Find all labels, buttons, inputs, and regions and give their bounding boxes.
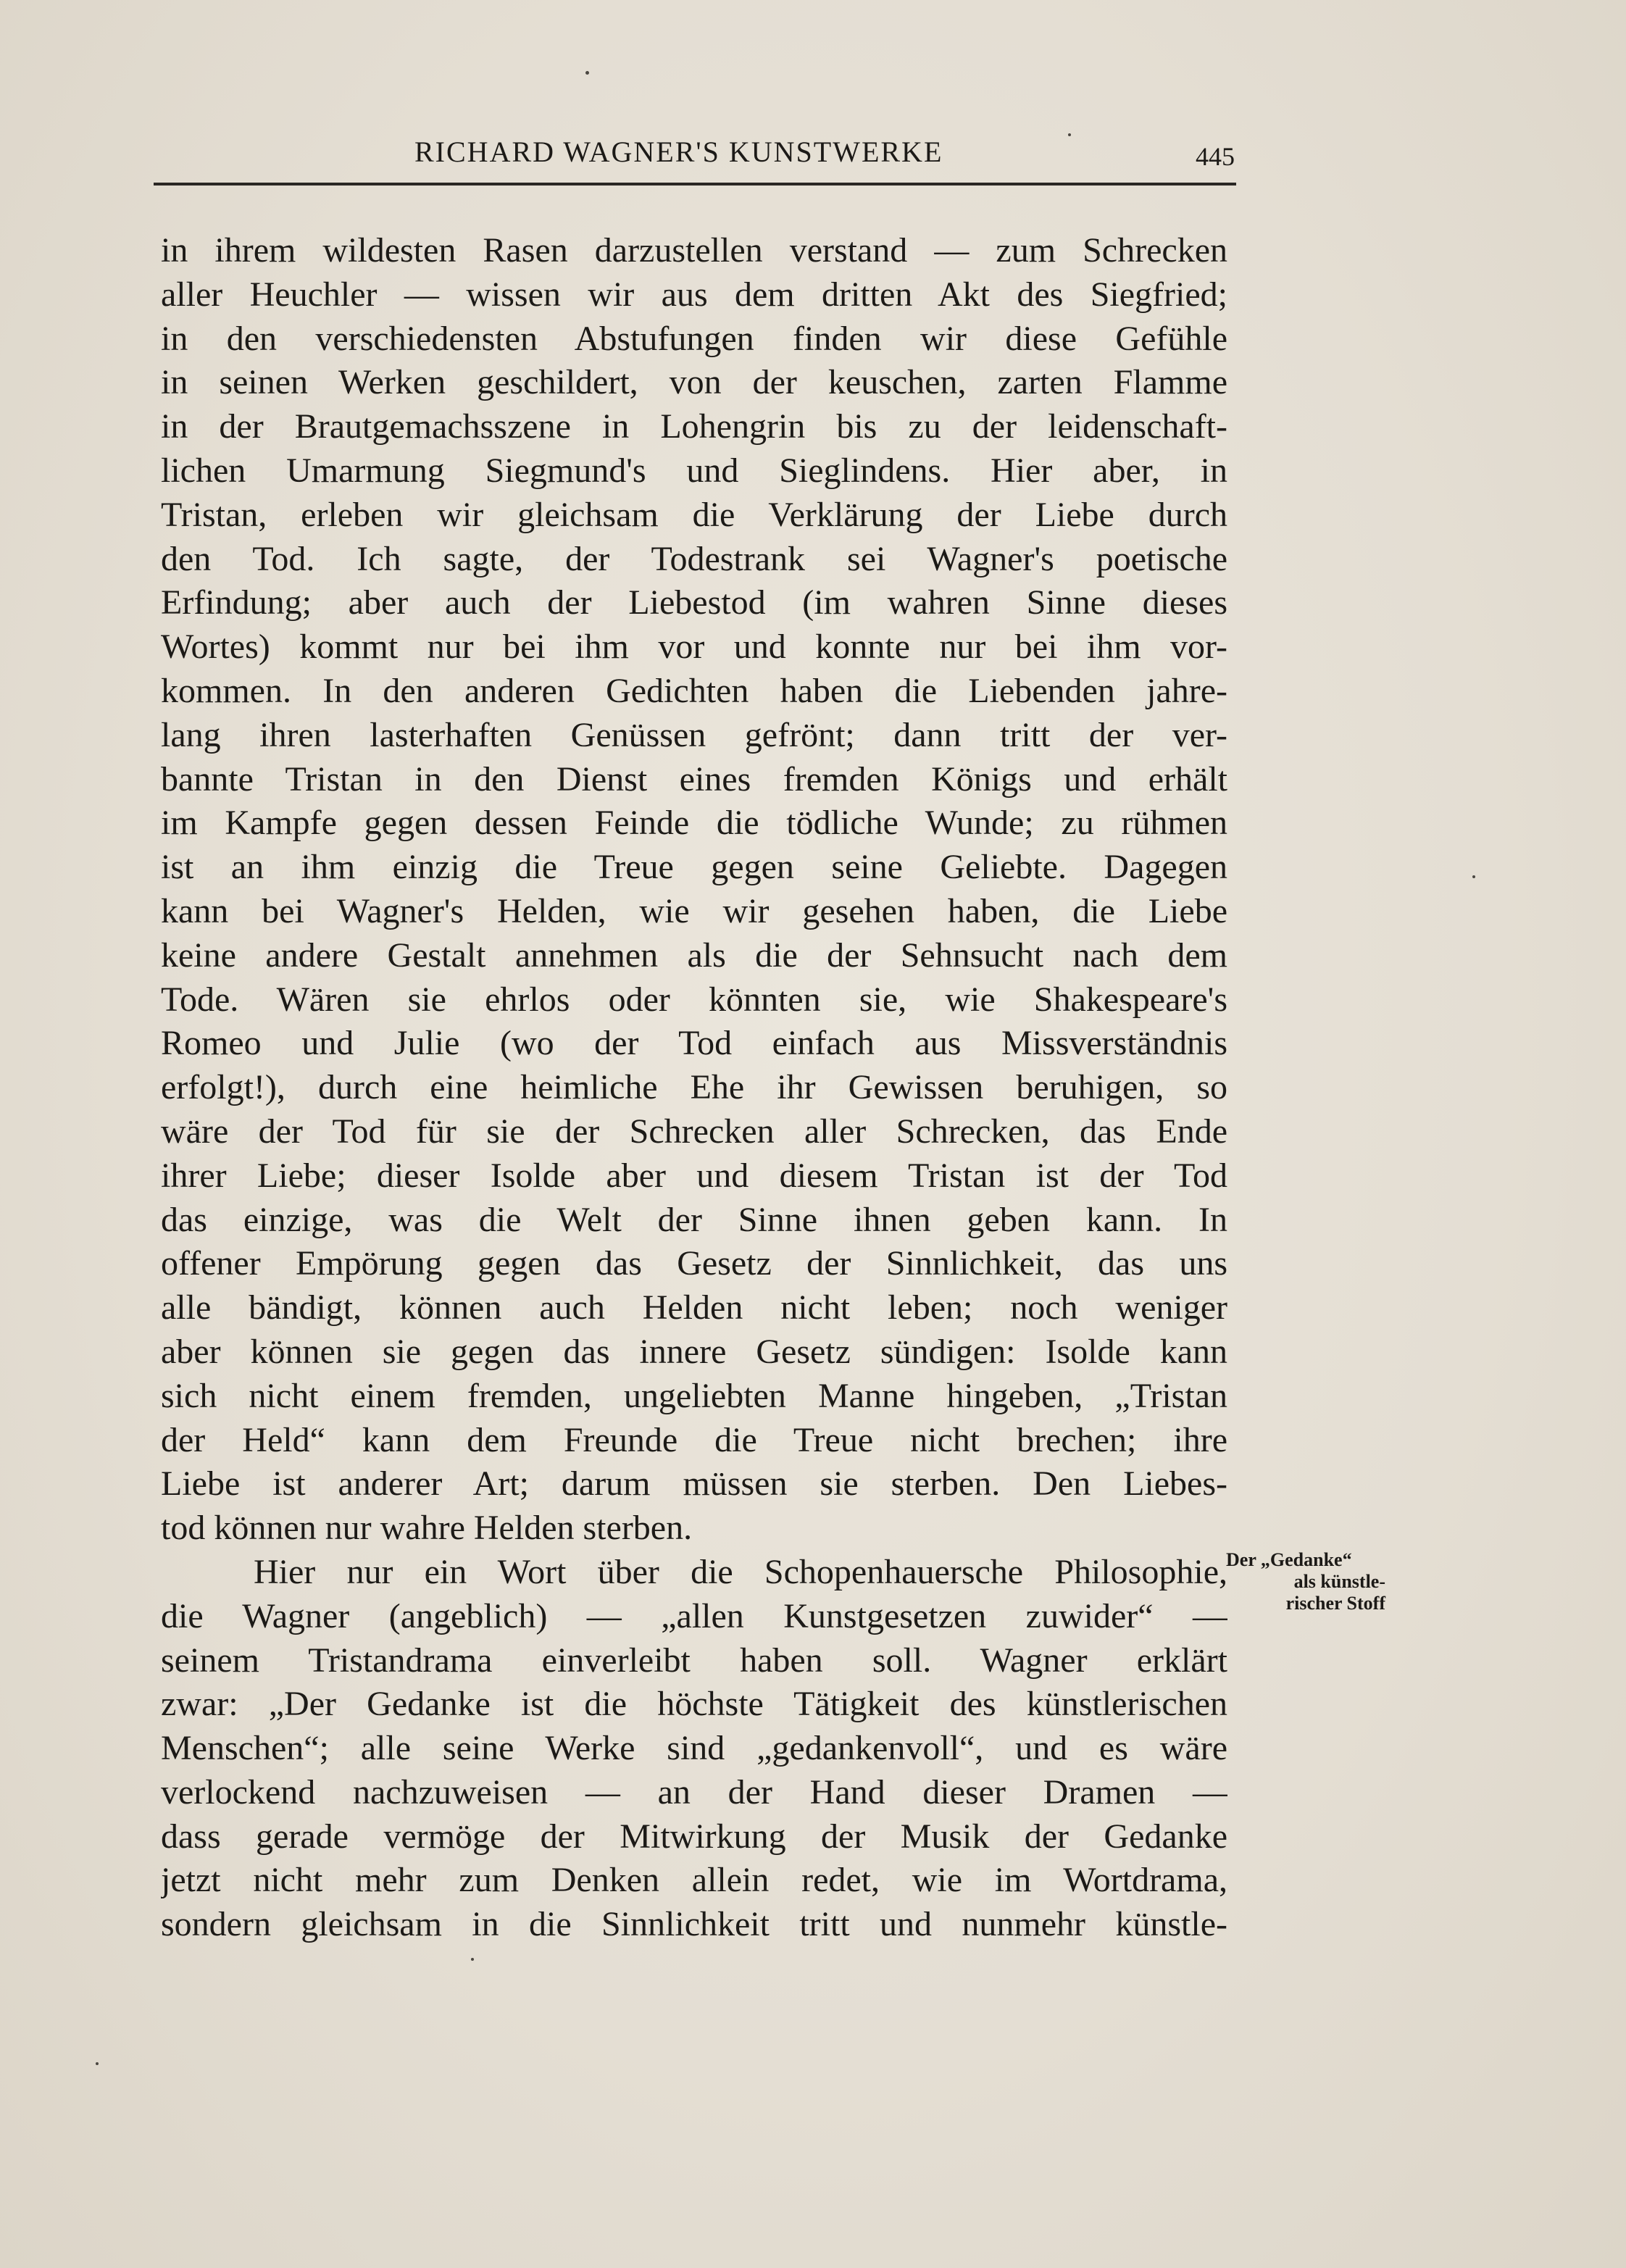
text-line: lang ihren lasterhaften Genüssen gefrönt; dann tritt der ver-: [161, 715, 1227, 754]
text-line: kommen. In den anderen Gedichten haben die Liebenden jahre-: [161, 671, 1227, 710]
text-line: erfolgt!), durch eine heimliche Ehe ihr Gewissen beruhigen, so: [161, 1068, 1227, 1107]
text-line: dass gerade vermöge der Mitwirkung der Musik der Gedanke: [161, 1817, 1227, 1856]
text-line: den Tod. Ich sagte, der Todestrank sei Wagner's poetische: [161, 539, 1227, 578]
text-line: verlockend nachzuweisen — an der Hand dieser Dramen —: [161, 1772, 1227, 1812]
paper-speck: [1472, 875, 1475, 878]
paper-speck: [585, 71, 589, 75]
text-line: zwar: „Der Gedanke ist die höchste Tätigkeit des künstlerischen: [161, 1685, 1227, 1724]
text-line: keine andere Gestalt annehmen als die der Sehnsucht nach dem: [161, 935, 1227, 975]
text-line: aber können sie gegen das innere Gesetz sündigen: Isolde kann: [161, 1332, 1227, 1371]
paper-speck: [471, 1958, 474, 1961]
text-line: jetzt nicht mehr zum Denken allein redet, wie im Wortdrama,: [161, 1861, 1227, 1900]
running-title: RICHARD WAGNER'S KUNSTWERKE: [414, 136, 943, 168]
paper-speck: [1068, 133, 1071, 136]
text-line: Tristan, erleben wir gleichsam die Verklärung der Liebe durch: [161, 495, 1227, 534]
paragraph-start-line: Hier nur ein Wort über die Schopenhauersche Philosophie,: [254, 1552, 1227, 1591]
body-text: [161, 229, 1227, 1947]
text-line: wäre der Tod für sie der Schrecken aller Schrecken, das Ende: [161, 1112, 1227, 1151]
text-line: alle bändigt, können auch Helden nicht leben; noch weniger: [161, 1288, 1227, 1327]
text-line: der Held“ kann dem Freunde die Treue nicht brechen; ihre: [161, 1420, 1227, 1459]
text-line: seinem Tristandrama einverleibt haben soll. Wagner erklärt: [161, 1640, 1227, 1680]
text-line: in den verschiedensten Abstufungen finden wir diese Gefühle: [161, 319, 1227, 358]
text-line: das einzige, was die Welt der Sinne ihnen geben kann. In: [161, 1200, 1227, 1239]
header-rule: [154, 183, 1236, 185]
text-line: Erfindung; aber auch der Liebestod (im wahren Sinne dieses: [161, 583, 1227, 622]
text-line: sich nicht einem fremden, ungeliebten Manne hingeben, „Tristan: [161, 1376, 1227, 1415]
page-number: 445: [1196, 142, 1235, 171]
paragraph-end-line: tod können nur wahre Helden sterben.: [161, 1509, 693, 1548]
text-line: lichen Umarmung Siegmund's und Sieglindens. Hier aber, in: [161, 451, 1227, 490]
text-line: ist an ihm einzig die Treue gegen seine Geliebte. Dagegen: [161, 848, 1227, 887]
text-line: im Kampfe gegen dessen Feinde die tödliche Wunde; zu rühmen: [161, 804, 1227, 843]
text-line: Tode. Wären sie ehrlos oder könnten sie, wie Shakespeare's: [161, 980, 1227, 1019]
text-line: in der Brautgemachsszene in Lohengrin bis zu der leidenschaft-: [161, 407, 1227, 446]
text-line: Romeo und Julie (wo der Tod einfach aus Missverständnis: [161, 1024, 1227, 1063]
marginal-note-line: als künstle-: [1293, 1571, 1385, 1592]
text-line: die Wagner (angeblich) — „allen Kunstgesetzen zuwider“ —: [161, 1596, 1227, 1635]
marginal-note-line: Der „Gedanke“: [1226, 1549, 1352, 1570]
text-line: kann bei Wagner's Helden, wie wir gesehen haben, die Liebe: [161, 891, 1227, 930]
text-line: sondern gleichsam in die Sinnlichkeit tritt und nunmehr künstle-: [161, 1905, 1227, 1944]
marginal-note-line: rischer Stoff: [1285, 1593, 1385, 1614]
text-line: in seinen Werken geschildert, von der keuschen, zarten Flamme: [161, 363, 1227, 402]
text-line: Liebe ist anderer Art; darum müssen sie sterben. Den Liebes-: [161, 1464, 1227, 1504]
running-head: [157, 130, 1235, 174]
marginal-note: [1226, 1549, 1385, 1614]
text-line: ihrer Liebe; dieser Isolde aber und diesem Tristan ist der Tod: [161, 1156, 1227, 1195]
text-line: Wortes) kommt nur bei ihm vor und konnte nur bei ihm vor-: [161, 628, 1227, 667]
text-line: bannte Tristan in den Dienst eines fremden Königs und erhält: [161, 759, 1227, 799]
text-line: Menschen“; alle seine Werke sind „gedankenvoll“, und es wäre: [161, 1729, 1227, 1768]
text-line: in ihrem wildesten Rasen darzustellen verstand — zum Schrecken: [161, 231, 1227, 270]
text-line: offener Empörung gegen das Gesetz der Sinnlichkeit, das uns: [161, 1244, 1227, 1283]
text-line: aller Heuchler — wissen wir aus dem dritten Akt des Siegfried;: [161, 275, 1227, 314]
paper-speck: [96, 2062, 99, 2065]
